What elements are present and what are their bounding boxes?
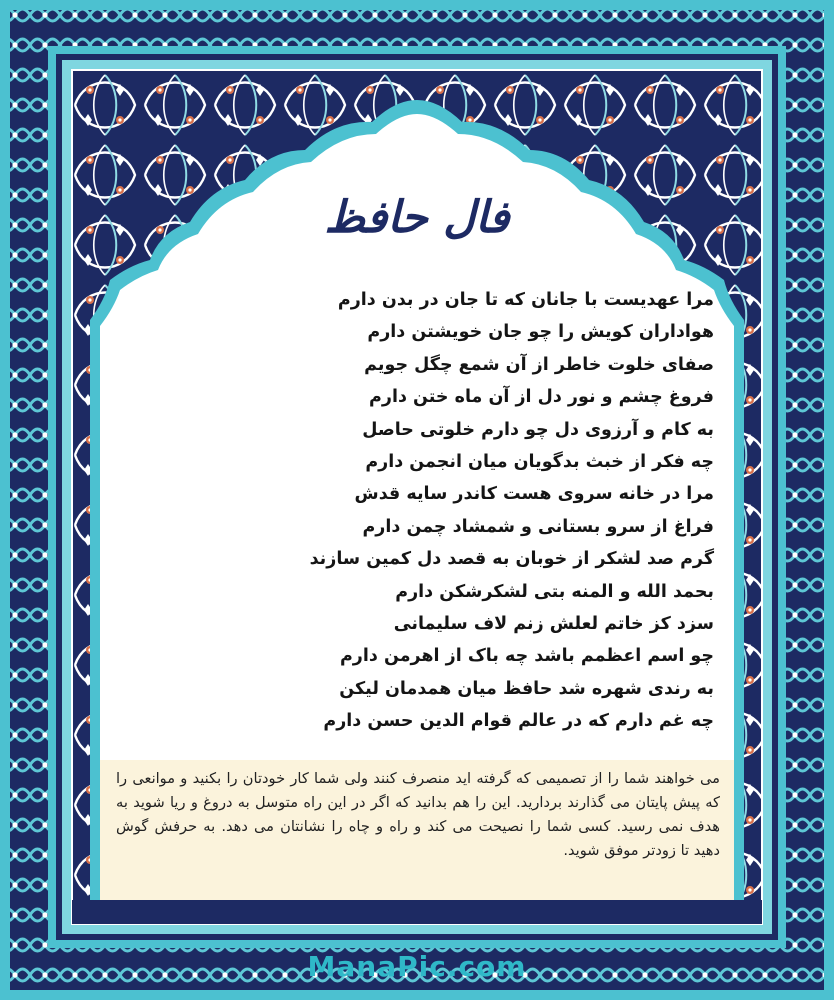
poem-lines bbox=[120, 284, 714, 737]
poem-line: صفای خلوت خاطر از آن شمع چگل جویم bbox=[364, 354, 714, 375]
poem-line: چو اسم اعظمم باشد چه باک از اهرمن دارم bbox=[339, 646, 714, 667]
poem-line: چه فکر از خبث بدگویان میان انجمن دارم bbox=[365, 451, 714, 472]
poem-line: فراغ از سرو بستانی و شمشاد چمن دارم bbox=[362, 516, 714, 537]
poem-line: هواداران کویش را چو جان خویشتن دارم bbox=[367, 322, 714, 343]
poem-line: مرا در خانه سروی هست کاندر سایه قدش bbox=[354, 484, 714, 505]
page-title: فال حافظ bbox=[324, 192, 510, 243]
poem-line: به رندی شهره شد حافظ میان همدمان لیکن bbox=[339, 678, 714, 699]
poem-line: فروغ چشم و نور دل از آن ماه ختن دارم bbox=[369, 387, 714, 408]
poem-line: سزد کز خاتم لعلش زنم لاف سلیمانی bbox=[393, 613, 714, 634]
interpretation-text: می خواهند شما را از تصمیمی که گرفته اید منصرف کنند ولی شما کار خودتان را بکنید و موانعی را که پیش پایتان می گذارند بردارید. این را هم بدانید که اگر در این راه متوسل به دروغ و ریا شوید به هدف نمی رسید. کسی شما را نصیحت می کند و راه و چاه را نشانتان می دهد. به حرفش گوش دهید تا زودتر موفق شوید. bbox=[116, 770, 720, 859]
poem-line: بحمد الله و المنه بتی لشکرشکن دارم bbox=[395, 581, 714, 602]
poem-line: مرا عهدیست با جانان که تا جان در بدن دارم bbox=[337, 290, 714, 310]
poem-line: چه غم دارم که در عالم قوام الدین حسن دارم bbox=[323, 711, 714, 732]
poem-line: به کام و آرزوی دل چو دارم خلوتی حاصل bbox=[362, 419, 714, 440]
poem-line: گرم صد لشکر از خوبان به قصد دل کمین سازند bbox=[309, 549, 714, 570]
brand-watermark: ManaPic.com bbox=[307, 950, 527, 983]
